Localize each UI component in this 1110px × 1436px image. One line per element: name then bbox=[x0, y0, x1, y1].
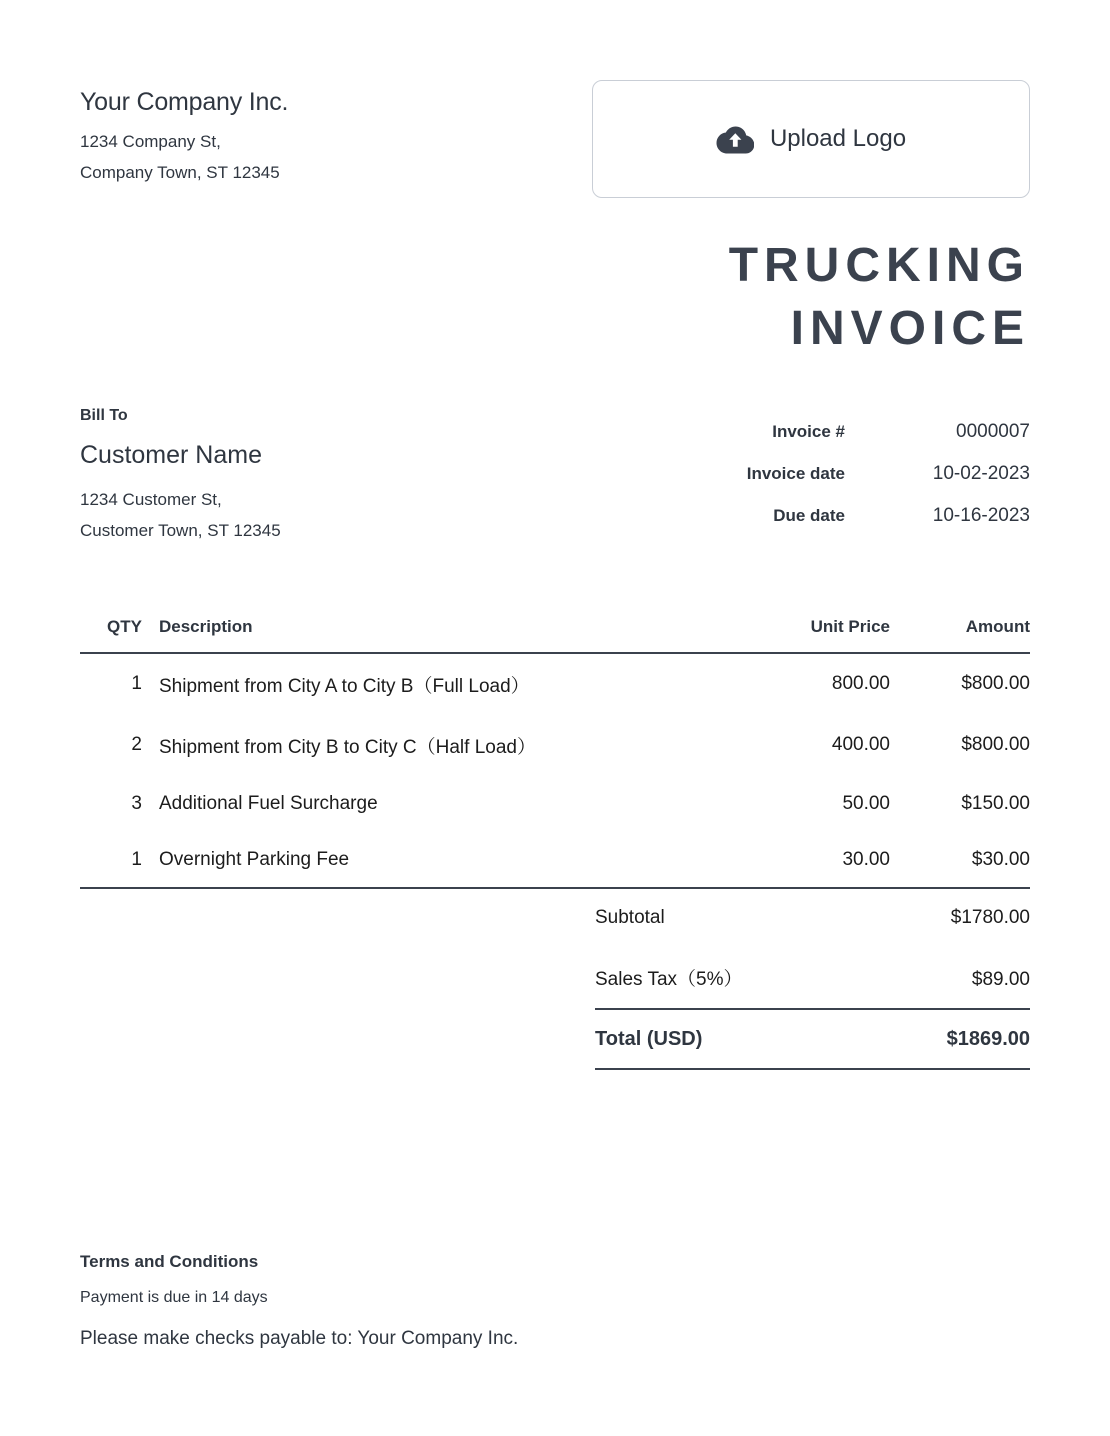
cell-unit-price: 30.00 bbox=[842, 848, 890, 870]
invoice-date-value: 10-02-2023 bbox=[932, 462, 1030, 484]
column-header-unit-price: Unit Price bbox=[720, 617, 890, 653]
document-title bbox=[0, 198, 1110, 361]
table-row bbox=[80, 832, 1030, 888]
invoice-date-label: Invoice date bbox=[746, 463, 845, 483]
invoice-meta-row bbox=[685, 421, 1030, 443]
subtotal-row bbox=[595, 889, 1030, 946]
column-header-amount: Amount bbox=[890, 617, 1030, 653]
upload-logo-button[interactable] bbox=[592, 80, 1030, 198]
terms-title: Terms and Conditions bbox=[80, 1252, 259, 1271]
line-items-table bbox=[80, 617, 1030, 889]
cell-qty: 3 bbox=[131, 792, 142, 814]
column-header-qty: QTY bbox=[80, 617, 142, 653]
upload-logo-label: Upload Logo bbox=[769, 125, 907, 152]
cell-description: Shipment from City B to City C（Half Load） bbox=[159, 736, 536, 758]
invoice-meta bbox=[685, 421, 1030, 547]
cell-description: Overnight Parking Fee bbox=[159, 848, 350, 870]
cell-unit-price: 50.00 bbox=[842, 792, 890, 814]
subtotal-label: Subtotal bbox=[595, 906, 665, 928]
cell-qty: 1 bbox=[131, 848, 142, 870]
cell-qty: 2 bbox=[131, 734, 142, 756]
subtotal-value: $1780.00 bbox=[950, 906, 1030, 928]
document-title-line2: INVOICE bbox=[790, 302, 1030, 356]
customer-address-line2: Customer Town, ST 12345 bbox=[80, 520, 281, 540]
totals-block bbox=[595, 889, 1030, 1070]
cell-unit-price: 800.00 bbox=[831, 673, 890, 695]
company-address bbox=[80, 127, 288, 189]
company-name: Your Company Inc. bbox=[80, 88, 289, 116]
line-items-section bbox=[0, 617, 1110, 889]
cell-amount: $800.00 bbox=[961, 734, 1030, 756]
column-header-description: Description bbox=[142, 617, 720, 653]
table-row bbox=[80, 776, 1030, 832]
customer-address bbox=[80, 484, 281, 547]
cell-amount: $800.00 bbox=[961, 673, 1030, 695]
company-address-line2: Company Town, ST 12345 bbox=[80, 162, 280, 182]
terms-line-checks: Please make checks payable to: Your Company Inc. bbox=[80, 1328, 519, 1349]
invoice-meta-row bbox=[685, 505, 1030, 527]
bill-to-label: Bill To bbox=[80, 406, 128, 424]
invoice-number-label: Invoice # bbox=[772, 421, 845, 441]
company-info bbox=[80, 80, 288, 189]
grand-total-value: $1869.00 bbox=[946, 1027, 1030, 1050]
parties-section bbox=[0, 361, 1110, 547]
grand-total-row bbox=[595, 1008, 1030, 1070]
invoice-meta-row bbox=[685, 463, 1030, 485]
table-row bbox=[80, 715, 1030, 776]
document-title-line1: TRUCKING bbox=[728, 239, 1030, 292]
cell-amount: $150.00 bbox=[961, 792, 1030, 814]
cell-amount: $30.00 bbox=[971, 848, 1030, 870]
table-row bbox=[80, 653, 1030, 715]
cell-description: Shipment from City A to City B（Full Load） bbox=[159, 675, 530, 697]
company-address-line1: 1234 Company St, bbox=[80, 132, 221, 151]
sales-tax-row bbox=[595, 946, 1030, 1008]
customer-address-line1: 1234 Customer St, bbox=[80, 489, 222, 509]
grand-total-label: Total (USD) bbox=[595, 1027, 703, 1050]
cell-qty: 1 bbox=[131, 673, 142, 695]
bill-to-block bbox=[80, 407, 281, 547]
cell-description: Additional Fuel Surcharge bbox=[159, 792, 378, 814]
sales-tax-label: Sales Tax（5%） bbox=[595, 968, 743, 990]
sales-tax-value: $89.00 bbox=[971, 968, 1030, 990]
invoice-number-value: 0000007 bbox=[956, 420, 1030, 442]
due-date-value: 10-16-2023 bbox=[932, 504, 1030, 526]
customer-name: Customer Name bbox=[80, 440, 262, 469]
totals-section bbox=[0, 889, 1110, 1070]
terms-line-payment: Payment is due in 14 days bbox=[80, 1289, 268, 1306]
terms-section bbox=[80, 1252, 518, 1350]
invoice-header bbox=[0, 0, 1110, 198]
table-header-row bbox=[80, 617, 1030, 653]
cloud-upload-icon bbox=[716, 124, 754, 154]
cell-unit-price: 400.00 bbox=[831, 734, 890, 756]
due-date-label: Due date bbox=[773, 505, 845, 525]
